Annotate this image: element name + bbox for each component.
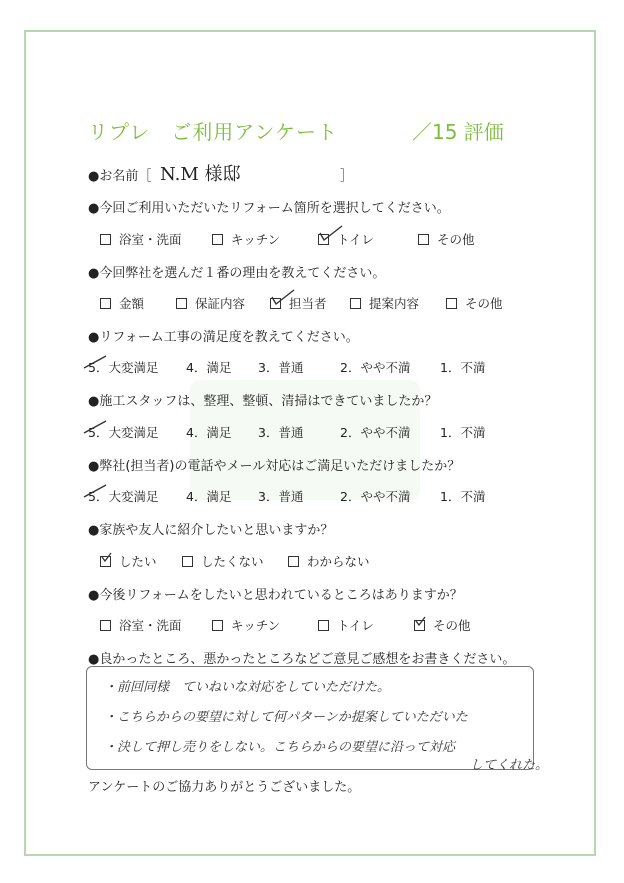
q7-option-toilet[interactable] [318, 616, 374, 634]
option-label: キッチン [231, 618, 281, 633]
option-label: キッチン [231, 232, 281, 247]
q4-scale-2[interactable]: 2．やや不満 [340, 425, 411, 440]
q7-option-bath[interactable] [100, 616, 182, 634]
option-label: 浴室・洗面 [119, 618, 182, 633]
survey-title: リプレ ご利用アンケート [88, 120, 338, 144]
option-label: トイレ [337, 232, 374, 247]
comment-line-3: ・決して押し売りをしない。こちらからの要望に沿って対応 [104, 740, 456, 755]
q3-scale-5[interactable]: 5．大変満足 [88, 360, 159, 375]
check-mark-icon [270, 288, 300, 308]
q1-option-kitchen[interactable] [212, 230, 280, 248]
option-label: 保証内容 [195, 296, 246, 311]
checkbox[interactable] [100, 234, 111, 245]
name-label: ●お名前［ [88, 169, 152, 184]
name-close: ］ [340, 169, 354, 184]
check-mark-icon [414, 614, 430, 630]
checkbox[interactable] [418, 234, 429, 245]
q6-option-unsure[interactable] [288, 552, 370, 570]
q3-scale-3[interactable]: 3．普通 [258, 360, 304, 375]
option-label: その他 [433, 618, 471, 633]
q1-option-bath[interactable] [100, 230, 182, 248]
checkbox[interactable] [446, 298, 457, 309]
option-label: したい [119, 554, 157, 569]
option-label: その他 [465, 296, 503, 311]
q7-option-kitchen[interactable] [212, 616, 280, 634]
check-mark-icon [82, 354, 112, 376]
comment-line-1: ・前回同様 ていねいな対応をしていただけた。 [104, 680, 391, 695]
question-3: ●リフォーム工事の満足度を教えてください。 [88, 330, 359, 345]
q4-scale-1[interactable]: 1．不満 [440, 425, 486, 440]
q2-option-other[interactable] [446, 294, 503, 312]
q4-scale-3[interactable]: 3．普通 [258, 425, 304, 440]
q1-option-other[interactable] [418, 230, 475, 248]
option-label: わからない [307, 554, 370, 569]
option-label: 金額 [119, 296, 145, 311]
question-4: ●施工スタッフは、整理、整頓、清掃はできていましたか？ [88, 394, 438, 409]
q5-scale-2[interactable]: 2．やや不満 [340, 489, 411, 504]
checkbox[interactable] [100, 620, 111, 631]
question-8: ●良かったところ、悪かったところなどご意見ご感想をお書きください。 [88, 652, 516, 667]
question-5: ●弊社(担当者)の電話やメール対応はご満足いただけましたか？ [88, 459, 461, 474]
q5-scale-5[interactable]: 5．大変満足 [88, 489, 159, 504]
name-value: N.M 様邸 [160, 164, 241, 185]
check-mark-icon [82, 483, 112, 505]
q2-option-warranty[interactable] [176, 294, 245, 312]
question-1: ●今回ご利用いただいたリフォーム箇所を選択してください。 [88, 201, 450, 216]
checkbox[interactable] [288, 556, 299, 567]
checkbox[interactable] [100, 298, 111, 309]
check-mark-icon [82, 419, 112, 441]
q3-scale-4[interactable]: 4．満足 [186, 360, 232, 375]
checkbox[interactable] [212, 620, 223, 631]
q2-option-price[interactable] [100, 294, 144, 312]
check-mark-icon [318, 224, 348, 244]
q5-scale-1[interactable]: 1．不満 [440, 489, 486, 504]
q2-option-proposal[interactable] [350, 294, 419, 312]
check-mark-icon [100, 550, 116, 566]
q5-scale-4[interactable]: 4．満足 [186, 489, 232, 504]
checkbox[interactable] [176, 298, 187, 309]
checkbox[interactable] [318, 620, 329, 631]
q4-scale-5[interactable]: 5．大変満足 [88, 425, 159, 440]
q3-scale-1[interactable]: 1．不満 [440, 360, 486, 375]
footer-thanks: アンケートのご協力ありがとうございました。 [88, 780, 361, 795]
comment-line-4: してくれた。 [470, 758, 549, 773]
q3-scale-2[interactable]: 2．やや不満 [340, 360, 411, 375]
option-label: したくない [201, 554, 264, 569]
question-6: ●家族や友人に紹介したいと思いますか？ [88, 523, 334, 538]
checkbox[interactable] [182, 556, 193, 567]
option-label: 提案内容 [369, 296, 420, 311]
q6-option-no[interactable] [182, 552, 264, 570]
question-2: ●今回弊社を選んだ１番の理由を教えてください。 [88, 266, 386, 281]
question-7: ●今後リフォームをしたいと思われているところはありますか？ [88, 588, 463, 603]
q4-scale-4[interactable]: 4．満足 [186, 425, 232, 440]
option-label: トイレ [337, 618, 374, 633]
option-label: その他 [437, 232, 475, 247]
option-label: 担当者 [289, 296, 327, 311]
checkbox[interactable] [350, 298, 361, 309]
checkbox[interactable] [212, 234, 223, 245]
comment-line-2: ・こちらからの要望に対して何パターンか提案していただいた [104, 710, 468, 725]
option-label: 浴室・洗面 [119, 232, 182, 247]
q5-scale-3[interactable]: 3．普通 [258, 489, 304, 504]
score-label: ／15 評価 [412, 120, 504, 144]
